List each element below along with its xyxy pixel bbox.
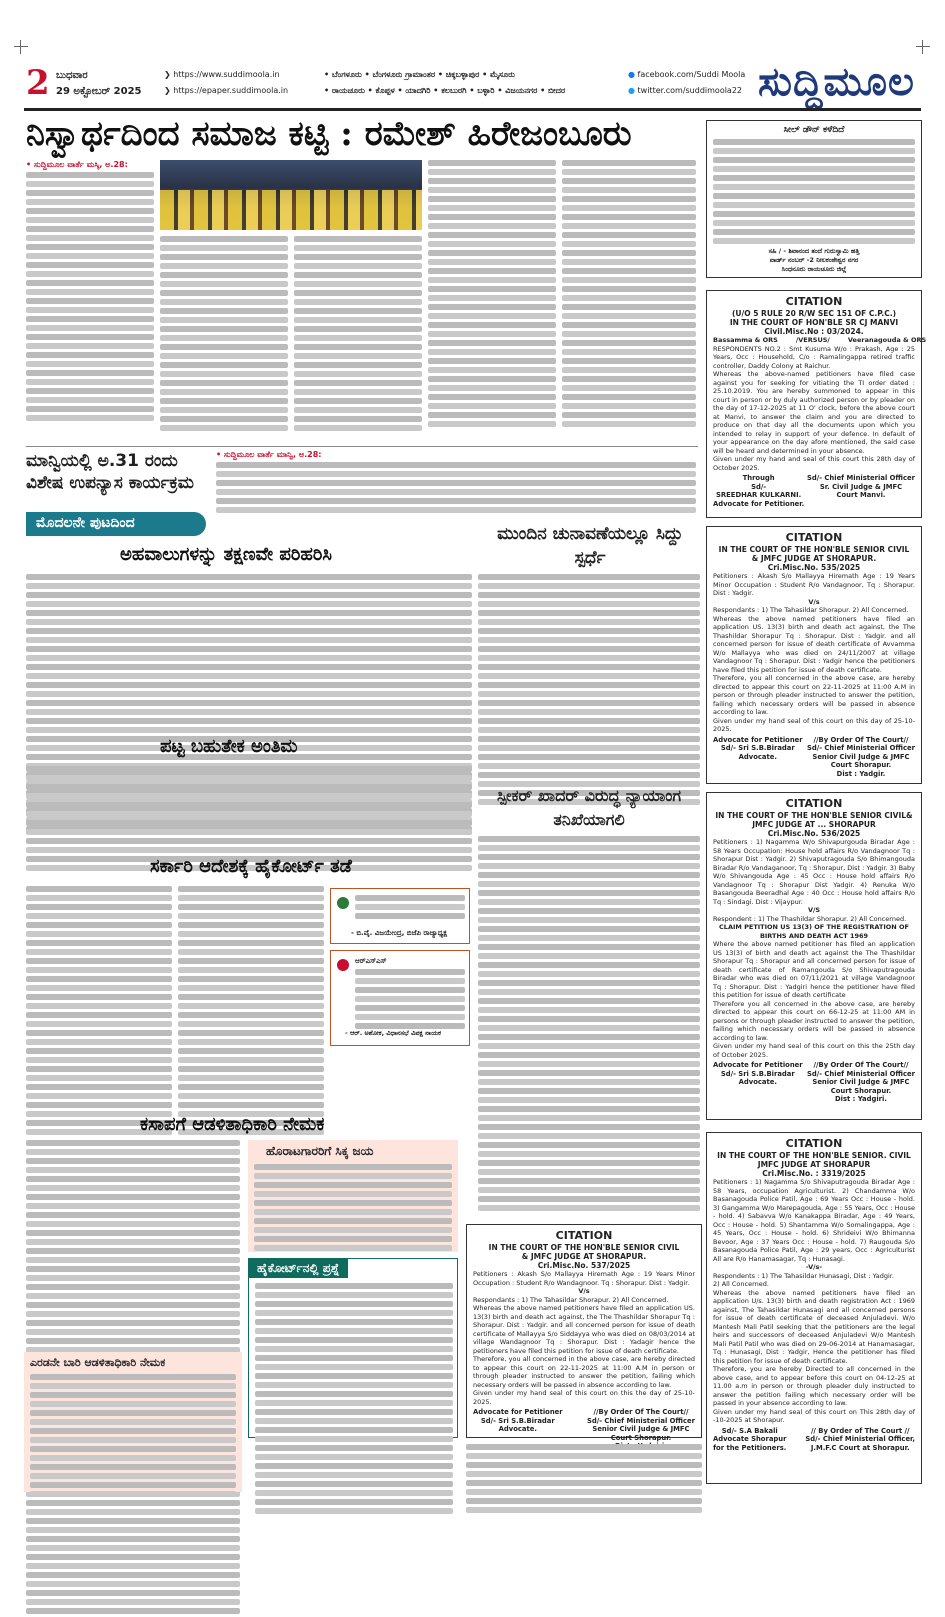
lead-headline: ನಿಸ್ವಾರ್ಥದಿಂದ ಸಮಾಜ ಕಟ್ಟಿ : ರಮೇಶ್ ಹಿರೇಜಂಬೂರು (26, 114, 632, 154)
citation-manvi (706, 290, 927, 518)
website-link[interactable]: ❯ https://www.suddimoola.in (164, 70, 280, 79)
seal-notice-title: ಸೀಲ್ ಡೌನ್ ಕಳೆದಿದೆ (783, 125, 845, 135)
citation-petitioners: Petitioners : 1) Nagamma S/o Shivaputragouda Biradar Age : 58 Years, occupation Agriculturist. 2) Chandamma W/o Basanagouda Police Patil, Age : 69 Years Occ : House - hold. 3) Gangamma W/o Marepagouda, Age : 55 Years, Occ : House - hold. 4) Sabavva W/o Kanakappa Biradar, Age : 49 Years, Occ : House - hold. 5) Shantamma W/o Somalingappa, Age : 45 Years, Occ : House - hold. 6) Shrideivi W/o Bhimanna Bevoor, Age : 37 Years Occ : House - hold. 7) Raugouda S/o Basanagouda Police Patil, Age : 29 years, Occ : Agriculturist All are R/o Hanamasagar, Tq : Hunasagi. (713, 1178, 915, 1263)
quote-2-author: - ಆರ್. ಅಶೋಕ, ವಿಧಾನಸಭೆ ವಿಪಕ್ಷ ನಾಯಕ (345, 1029, 441, 1037)
citation-respondents: Respondants : 1) The Tahasildar Shorapur. 2) All Concerned. (713, 606, 909, 614)
citation-given: Given under my hand seal of this court on This 28th day of -10-2025 at Shorapur. (713, 1407, 915, 1424)
citation-sign-left: Sd/- S.A Bakali Advocate Shorapur for the Petitioners. (713, 1426, 787, 1452)
box-hc-question (248, 1258, 458, 1438)
second-story (26, 450, 698, 508)
citation-sign-right: //By Order Of The Court// Sd/- Chief Ministerial Officer Senior Civil Judge & JMFC Court Shorapur. Dist : Yadgir. (806, 735, 915, 778)
citation-title: CITATION (785, 295, 843, 308)
citation-petitioners: Petitioners : Akash S/o Mallayya Hiremath Age : 19 Years Minor Occupation : Student R/o Vandagnoor, Tq : Shorapur. Dist : Yadgir. (713, 572, 915, 597)
story-5-headline: ಮುಂದಿನ ಚುನಾವಣೆಯಲ್ಲೂ ಸಿದ್ದು ಸ್ಪರ್ಧೆ (497, 524, 683, 568)
crop-mark-top-left (14, 40, 28, 54)
citation-sign-right: // By Order of The Court // Sd/- Chief Ministerial Officer, J.M.F.C Court at Shorapur. (805, 1426, 915, 1452)
quote-box-1 (330, 888, 470, 944)
citation-body: Whereas the above named petitioners have filed an application US. 13(3) birth and death act against, the The Thashildar Shorapur Tq : Shorapur. Dist : Yadgir. and all concerned person for issue of death certificate of Mallayya S/o Siddayya who was died on 08/03/2014 at village Wandagnoor Tq : Shorapur. Dist : Yadagir hence the petitioners have filed this petition for issue of death certificate. (473, 1304, 695, 1355)
quote-2-intro: ಆರ್‌ಎಸ್‌ಎಸ್ (355, 957, 387, 965)
citation-sign-right: Sd/- Chief Ministerial Officer Sr. Civil Judge & JMFC Court Manvi. (806, 474, 915, 499)
story-5-body (478, 574, 700, 808)
seal-notice-footer: ಸಹಿ / - ಶಿವಾನಂದ ತಂದೆ ಗುರುಸ್ವಾಮಿ ಹತ್ತಿ ವಾರ್ಡ್ ನಂಬರ್ -2 ನೀಲಕಂಠೇಶ್ವರ ನಗರ ಸಿಂಧನೂರು ರಾಯಚೂರು ಜಿಲ್ಲೆ (768, 247, 860, 273)
citation-claim: CLAIM PETITION US 13(3) OF THE REGISTRATION OF BIRTHS AND DEATH ACT 1969 (719, 923, 909, 940)
citation-vs: V/S (807, 906, 821, 914)
citation-court: IN THE COURT OF THE HON'BLE SENIOR CIVIL & JMFC JUDGE AT SHORAPUR. Cri.Misc.No. 535/2025 (718, 545, 910, 572)
lead-col-5 (562, 160, 696, 430)
citation-body-2: Therefore, you all concerned in the above case, are hereby directed to appear this court on 22-11-2025 at 11:00 A.M in person or through pleader instructed to answer the petition, failing which necessary orders will be passed in absence according to law. (713, 674, 915, 716)
citation-given: Given under my hand seal of this court on this the day of 25-10-2025. (473, 1389, 695, 1406)
header-rule (24, 108, 921, 111)
citation-535 (706, 526, 922, 784)
facebook-icon: ● (628, 70, 638, 79)
citation-vs: V/s (578, 1287, 590, 1295)
lead-photo (160, 160, 422, 230)
story-9-headline: ಎರಡನೇ ಬಾರಿ ಆಡಳಿತಾಧಿಕಾರಿ ನೇಮಕ (30, 1356, 166, 1369)
story-8-body (255, 1283, 453, 1517)
quote-2-text (355, 969, 465, 1032)
citation-given: Given under my hand seal of this court on this the 25th day of October 2025. (713, 1042, 915, 1059)
citation-given: Given under my hand seal of this court on this day of 25-10-2025. (713, 716, 915, 733)
story-2-headline: ಪಟ್ಟ ಬಹುತೇಕ ಅಂತಿಮ (160, 736, 298, 757)
story-6-headline: ಸ್ಪೀಕರ್ ಖಾದರ್ ವಿರುದ್ಧ ನ್ಯಾಯಾಂಗ ತನಿಖೆಯಾಗಲಿ (497, 786, 681, 829)
citation-body-2: Therefore you all concerned in the above case, are hereby directed to appear this court on 66-12-25 at 11:00 AM in persons or through pleader instructed to answer the petition, failing which necessary orders will be passed in absence according to law. (713, 999, 915, 1042)
arrow-icon: ❯ (164, 86, 174, 95)
citation-respondents: Respondants : 1) The Tahasildar Shorapur. 2) All Concerned. (473, 1295, 669, 1304)
continued-section-bar: ಮೊದಲನೇ ಪುಟದಿಂದ (26, 512, 206, 536)
citation-title: CITATION (785, 1137, 843, 1150)
story-1-headline: ಅಹವಾಲುಗಳನ್ನು ತಕ್ಷಣವೇ ಪರಿಹರಿಸಿ (120, 544, 332, 565)
citation-given: Given under my hand and seal of this court this 28th day of October 2025. (713, 455, 915, 472)
citation-sign-right: //By Order Of The Court// Sd/- Chief Ministerial Officer Senior Civil Judge & JMFC Court Shorapur. (586, 1408, 695, 1442)
story-8-headline: ಹೈಕೋರ್ಟ್‌ನಲ್ಲಿ ಪ್ರಶ್ನೆ (249, 1259, 348, 1278)
masthead-logo: ಸುದ್ದಿಮೂಲ (758, 58, 915, 105)
editions-row-2: • ರಾಯಚೂರು • ಕೊಪ್ಪಳ • ಯಾದಗಿರಿ • ಕಲಬುರಗಿ • ಬಳ್ಳಾರಿ • ವಿಜಯನಗರ • ಬೀದರ (324, 86, 566, 95)
citation-body: Where the above named petitioner has filed an application US 13(3) of birth and death act against the The Thashildar Shorapur Tq : Shorapur and all concerned person for issue of death certificate of Ramangouda S/o Shivaputragouda Biradar who was died on 07/11/2021 at village Vandagnoor Tq : Shorapur. Dist : Yadgiri hence the petitioner have filed this petition for issue of death certificate (713, 940, 915, 999)
arrow-icon: ❯ (164, 70, 174, 79)
issue-date: 29 ಅಕ್ಟೋಬರ್ 2025 (56, 86, 142, 97)
lead-col-4 (428, 160, 556, 430)
story-3-body-mid (178, 886, 324, 1138)
issue-day: ಬುಧವಾರ (56, 70, 88, 81)
seal-notice-body (713, 139, 915, 244)
editions-row-1: • ಬೆಂಗಳೂರು • ಬೆಂಗಳೂರು ಗ್ರಾಮಾಂತರ • ಚಿಕ್ಕಬಳ್ಳಾಪುರ • ಮೈಸೂರು (324, 70, 515, 79)
citation-title: CITATION (785, 797, 843, 810)
citation-537 (466, 1224, 702, 1442)
story-4-headline: ಕಸಾಪಗೆ ಆಡಳಿತಾಧಿಕಾರಿ ನೇಮಕ (140, 1114, 325, 1135)
lead-col-1 (26, 172, 154, 424)
facebook-link[interactable]: ● facebook.com/Suddi Moola (628, 70, 746, 79)
box-second-admin (24, 1352, 242, 1492)
citation-court: IN THE COURT OF THE HON'BLE SENIOR. CIVIL JMFC JUDGE AT SHORAPUR Cri.Misc.No. : 3319/2025 (717, 1151, 911, 1178)
twitter-icon: ● (628, 86, 638, 95)
citation-body: Whereas the above-named petitioners have filed case against you for seeking for vitiating the TI order dated : 25.10.2019. You are hereby summoned to appear in this court in person or by duly authorized person or by pleader on the day of 17-12-2025 at 11 O' clock, before the above court at Manvi, to answer the claim and you are directed to produce on that day all the documents upon which you intended to relay in support of your defence. In default of your appearance on the day afore mentioned, the said case will be heard and determined in your absence. (713, 370, 915, 455)
citation-sign-left: Advocate for Petitioner Sd/- Sri S.B.Biradar Advocate. (473, 1408, 563, 1433)
page-number: 2 (26, 63, 50, 103)
citation-title: CITATION (555, 1229, 613, 1242)
photo-people (160, 190, 422, 230)
citation-sign-right: //By Order Of The Court// Sd/- Chief Ministerial Officer Senior Civil Judge & JMFC Court Shorapur. Dist : Yadgiri. (806, 1061, 915, 1103)
story-9-body (30, 1374, 236, 1500)
story-7-headline: ಹೊರಾಟಗಾರರಿಗೆ ಸಿಕ್ಕ ಜಯ (266, 1144, 374, 1158)
second-dateline: • ಸುದ್ದಿಮೂಲ ವಾರ್ತೆ ಮಾನ್ವಿ, ಅ.28: (216, 450, 322, 459)
citation-body-2: Therefore, you are hereby Directed to all concerned in the above case, and to appear before this court on 04-12-25 at 11.00 a.m in person or through pleader duly instructed to answer the petition failing which necessary order will be passed in your absence according to law. (713, 1365, 915, 1407)
citation-sign-left: Through Sd/- SREEDHAR KULKARNI. Advocate for Petitioner. (713, 474, 805, 508)
citation-sign-left: Advocate for Petitioner Sd/- Sri S.B.Biradar Advocate. (713, 1061, 803, 1086)
citation-3319 (706, 1132, 922, 1484)
story-6-body (478, 836, 700, 1214)
story-7-body (254, 1164, 452, 1254)
citation-vs: -V/s- (805, 1263, 823, 1271)
second-body (216, 462, 696, 516)
citation-title: CITATION (785, 531, 843, 544)
citation-vs: V/s (808, 597, 820, 606)
citation-court: (U/O 5 RULE 20 R/W SEC 151 OF C.P.C.) IN THE COURT OF HON'BLE SR CJ MANVI Civil.Misc.No : 03/2024. (729, 309, 899, 336)
citation-parties: Bassamma & ORS /VERSUS/ Veeranagouda & ORS (713, 336, 927, 344)
second-headline: ಮಾನ್ವಿಯಲ್ಲಿ ಅ.31 ರಂದು ವಿಶೇಷ ಉಪನ್ಯಾಸ ಕಾರ್ಯಕ್ರಮ (26, 451, 194, 493)
citation-body: Whereas the above named petitioners have filed an application US. 13(3) birth and death act against, the The Thashildar Shorapur Tq : Shorapur. Dist : Yadgir. and all concerned person for issue of death certificate of Avvamma W/o Mallayya who was died on 24/11/2007 at village Vandagnoor Tq : Shorapur. Dist : Yadgir hence the petitioners have filed this petition for issue of death certificate. (713, 614, 915, 674)
citation-court: IN THE COURT OF THE HON'BLE SENIOR CIVIL & JMFC JUDGE AT SHORAPUR. Cri.Misc.No. 537/2025 (488, 1243, 680, 1270)
twitter-link[interactable]: ● twitter.com/suddimoola22 (628, 86, 743, 95)
story-3-body-left (26, 886, 172, 1138)
quote-1-text (355, 895, 465, 922)
quote-box-2 (330, 950, 470, 1046)
quote-icon (337, 897, 349, 909)
crop-mark-top-right (916, 40, 930, 54)
page-header (24, 58, 921, 105)
citation-536 (706, 792, 922, 1120)
citation-respondents: Respondent : 1) The Thashildar Shorapur. 2) All Concerned. (713, 914, 907, 923)
citation-sign-left: Advocate for Petitioner Sd/- Sri S.B.Biradar Advocate. (713, 735, 803, 761)
lead-story (26, 160, 698, 444)
citation-respondents: RESPONDENTS NO.2 : Smt Kusuma W/o : Prakash, Age : 25 Years, Occ : Household, C/o : Ramalingappa retired traffic controller, Daddy Colony at Raichur. (713, 344, 915, 370)
citation-body-2: Therefore, you all concerned in the above case, are hereby directed to appear this court on 22-11-2025 at 11:00 A.M in person or through pleader instructed to answer the petition, failing which necessary orders will be passed in absence according to law. (473, 1355, 695, 1389)
epaper-link[interactable]: ❯ https://epaper.suddimoola.in (164, 86, 289, 95)
box-victory (248, 1140, 458, 1252)
quote-icon (337, 959, 349, 971)
story-continued-body (466, 1444, 702, 1516)
seal-down-notice (706, 120, 922, 278)
quote-1-author: - ಬಿ.ವೈ. ವಿಜಯೇಂದ್ರ, ಬಿಜೆಪಿ ರಾಜ್ಯಾಧ್ಯಕ್ಷ (351, 929, 447, 937)
citation-court: IN THE COURT OF THE HON'BLE SENIOR CIVIL& JMFC JUDGE AT ... SHORAPUR Cri.Misc.No. 536/2025 (715, 811, 913, 838)
citation-petitioners: Petitioners : Akash S/o Mallayya Hiremath Age : 19 Years Minor Occupation : Student R/o Wandagnoor. Tq : Shorapur. Dist : Yadgir. (473, 1270, 695, 1287)
lead-col-2 (160, 236, 288, 434)
citation-body: Whereas the above named petitioners have filed an application U/s. 13(3) birth and death registration Act : 1969 against, The Tahasildar Hunasagi and all concerned persons for issue of death certificate of deceased Anjuladevi. W/o Mantesh Mali Patil seeking that the petitioners are the legal heirs and successors of deceased Anjuladevi W/o Mantesh Mali Patil Patil who was died on 29-06-2014 at Hanamasagar, Tq : Hunasagi, Dist : Yadgir, Hence the petitioner has filed this petition for issue of death certificate. (713, 1288, 915, 1365)
citation-respondents: Respondents : 1) The Tahasildar Hunasagi, Dist : Yadgir. 2) All Concerned. (713, 1271, 894, 1288)
lead-col-3 (294, 236, 422, 434)
divider (26, 446, 698, 447)
lead-dateline: • ಸುದ್ದಿಮೂಲ ವಾರ್ತೆ ಮಸ್ಕಿ, ಅ.28: (26, 160, 128, 169)
story-3-headline: ಸರ್ಕಾರಿ ಆದೇಶಕ್ಕೆ ಹೈಕೋರ್ಟ್ ತಡೆ (150, 856, 352, 877)
citation-petitioners: Petitioners : 1) Nagamma W/o Shivapurgouda Biradar Age : 58 Years Occupation: House hold affairs R/o Vandagnoor Tq : Shorapur Dist : Yadgir. 2) Shivaputragouda S/o Bhimangouda Biradar R/o Vandaganoor, Tq : Shorapur, Dist : Yadgir. 3) Baby W/o Shivangouda Age : 45 Occ : House hold affairs R/o Vandagnoor Tq : Shorapur Dist Yadgir. 4) Renuka W/o Basangouda Beeradhal Age : 40 Occ : House hold affairs R/o Tq : Sindagi. Dist : Vijaypur. (713, 838, 915, 906)
